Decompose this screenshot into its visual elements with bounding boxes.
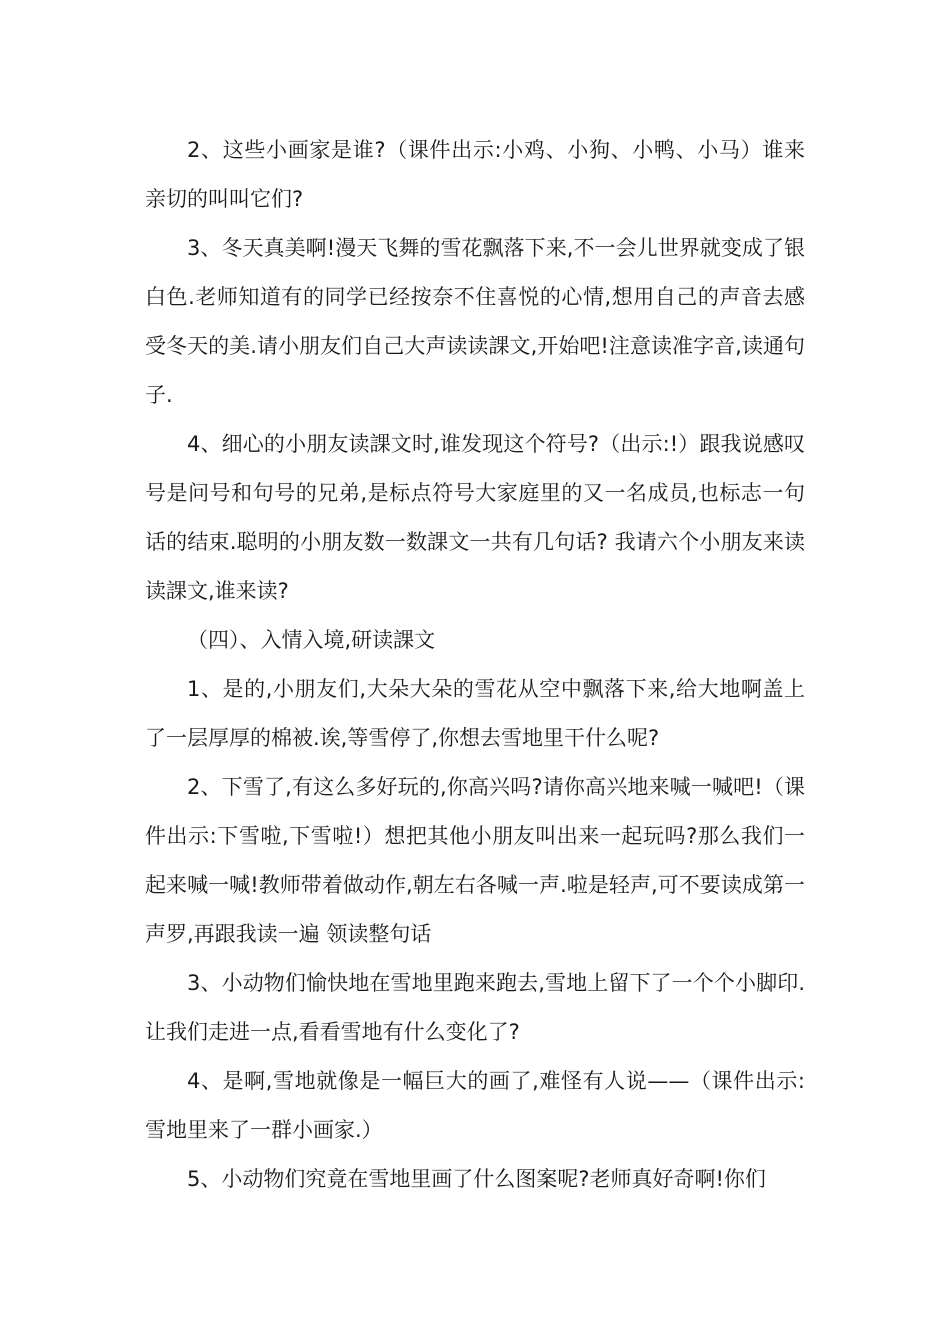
paragraph-3-winter: 3、冬天真美啊!漫天飞舞的雪花飘落下来,不一会儿世界就变成了银白色.老师知道有的同学已经按奈不住喜悦的心情,想用自己的声音去感受冬天的美.请小朋友们自己大声读读課文,开始吧!注意读准字音,读通句子.: [145, 236, 805, 407]
document-body: [145, 126, 805, 1204]
paragraph-5-patterns: 5、小动物们究竟在雪地里画了什么图案呢?老师真好奇啊!你们: [187, 1167, 766, 1191]
paragraph-2-painters: 2、这些小画家是谁?（课件出示:小鸡、小狗、小鸭、小马）谁来亲切的叫叫它们?: [145, 138, 805, 211]
paragraph-3-footprints: 3、小动物们愉快地在雪地里跑来跑去,雪地上留下了一个个小脚印.让我们走进一点,看看雪地有什么变化了?: [145, 971, 805, 1044]
paragraph-2-shout: 2、下雪了,有这么多好玩的,你高兴吗?请你高兴地来喊一喊吧!（课件出示:下雪啦,下雪啦!）想把其他小朋友叫出来一起玩吗?那么我们一起来喊一喊!教师带着做动作,朝左右各喊一声.啦是轻声,可不要读成第一声罗,再跟我读一遍 领读整句话: [145, 775, 805, 946]
paragraph-4-painting: 4、是啊,雪地就像是一幅巨大的画了,难怪有人说——（课件出示:雪地里来了一群小画家.）: [145, 1069, 805, 1142]
paragraph-4-exclamation: 4、细心的小朋友读課文时,谁发现这个符号?（出示:!）跟我说感叹号是问号和句号的兄弟,是标点符号大家庭里的又一名成员,也标志一句话的结束.聪明的小朋友数一数課文一共有几句话? 我请六个小朋友来读读課文,谁来读?: [145, 432, 805, 603]
paragraph-1-snow: 1、是的,小朋友们,大朵大朵的雪花从空中飘落下来,给大地啊盖上了一层厚厚的棉被.诶,等雪停了,你想去雪地里干什么呢?: [145, 677, 805, 750]
section-heading: （四）、入情入境,研读課文: [187, 628, 436, 652]
